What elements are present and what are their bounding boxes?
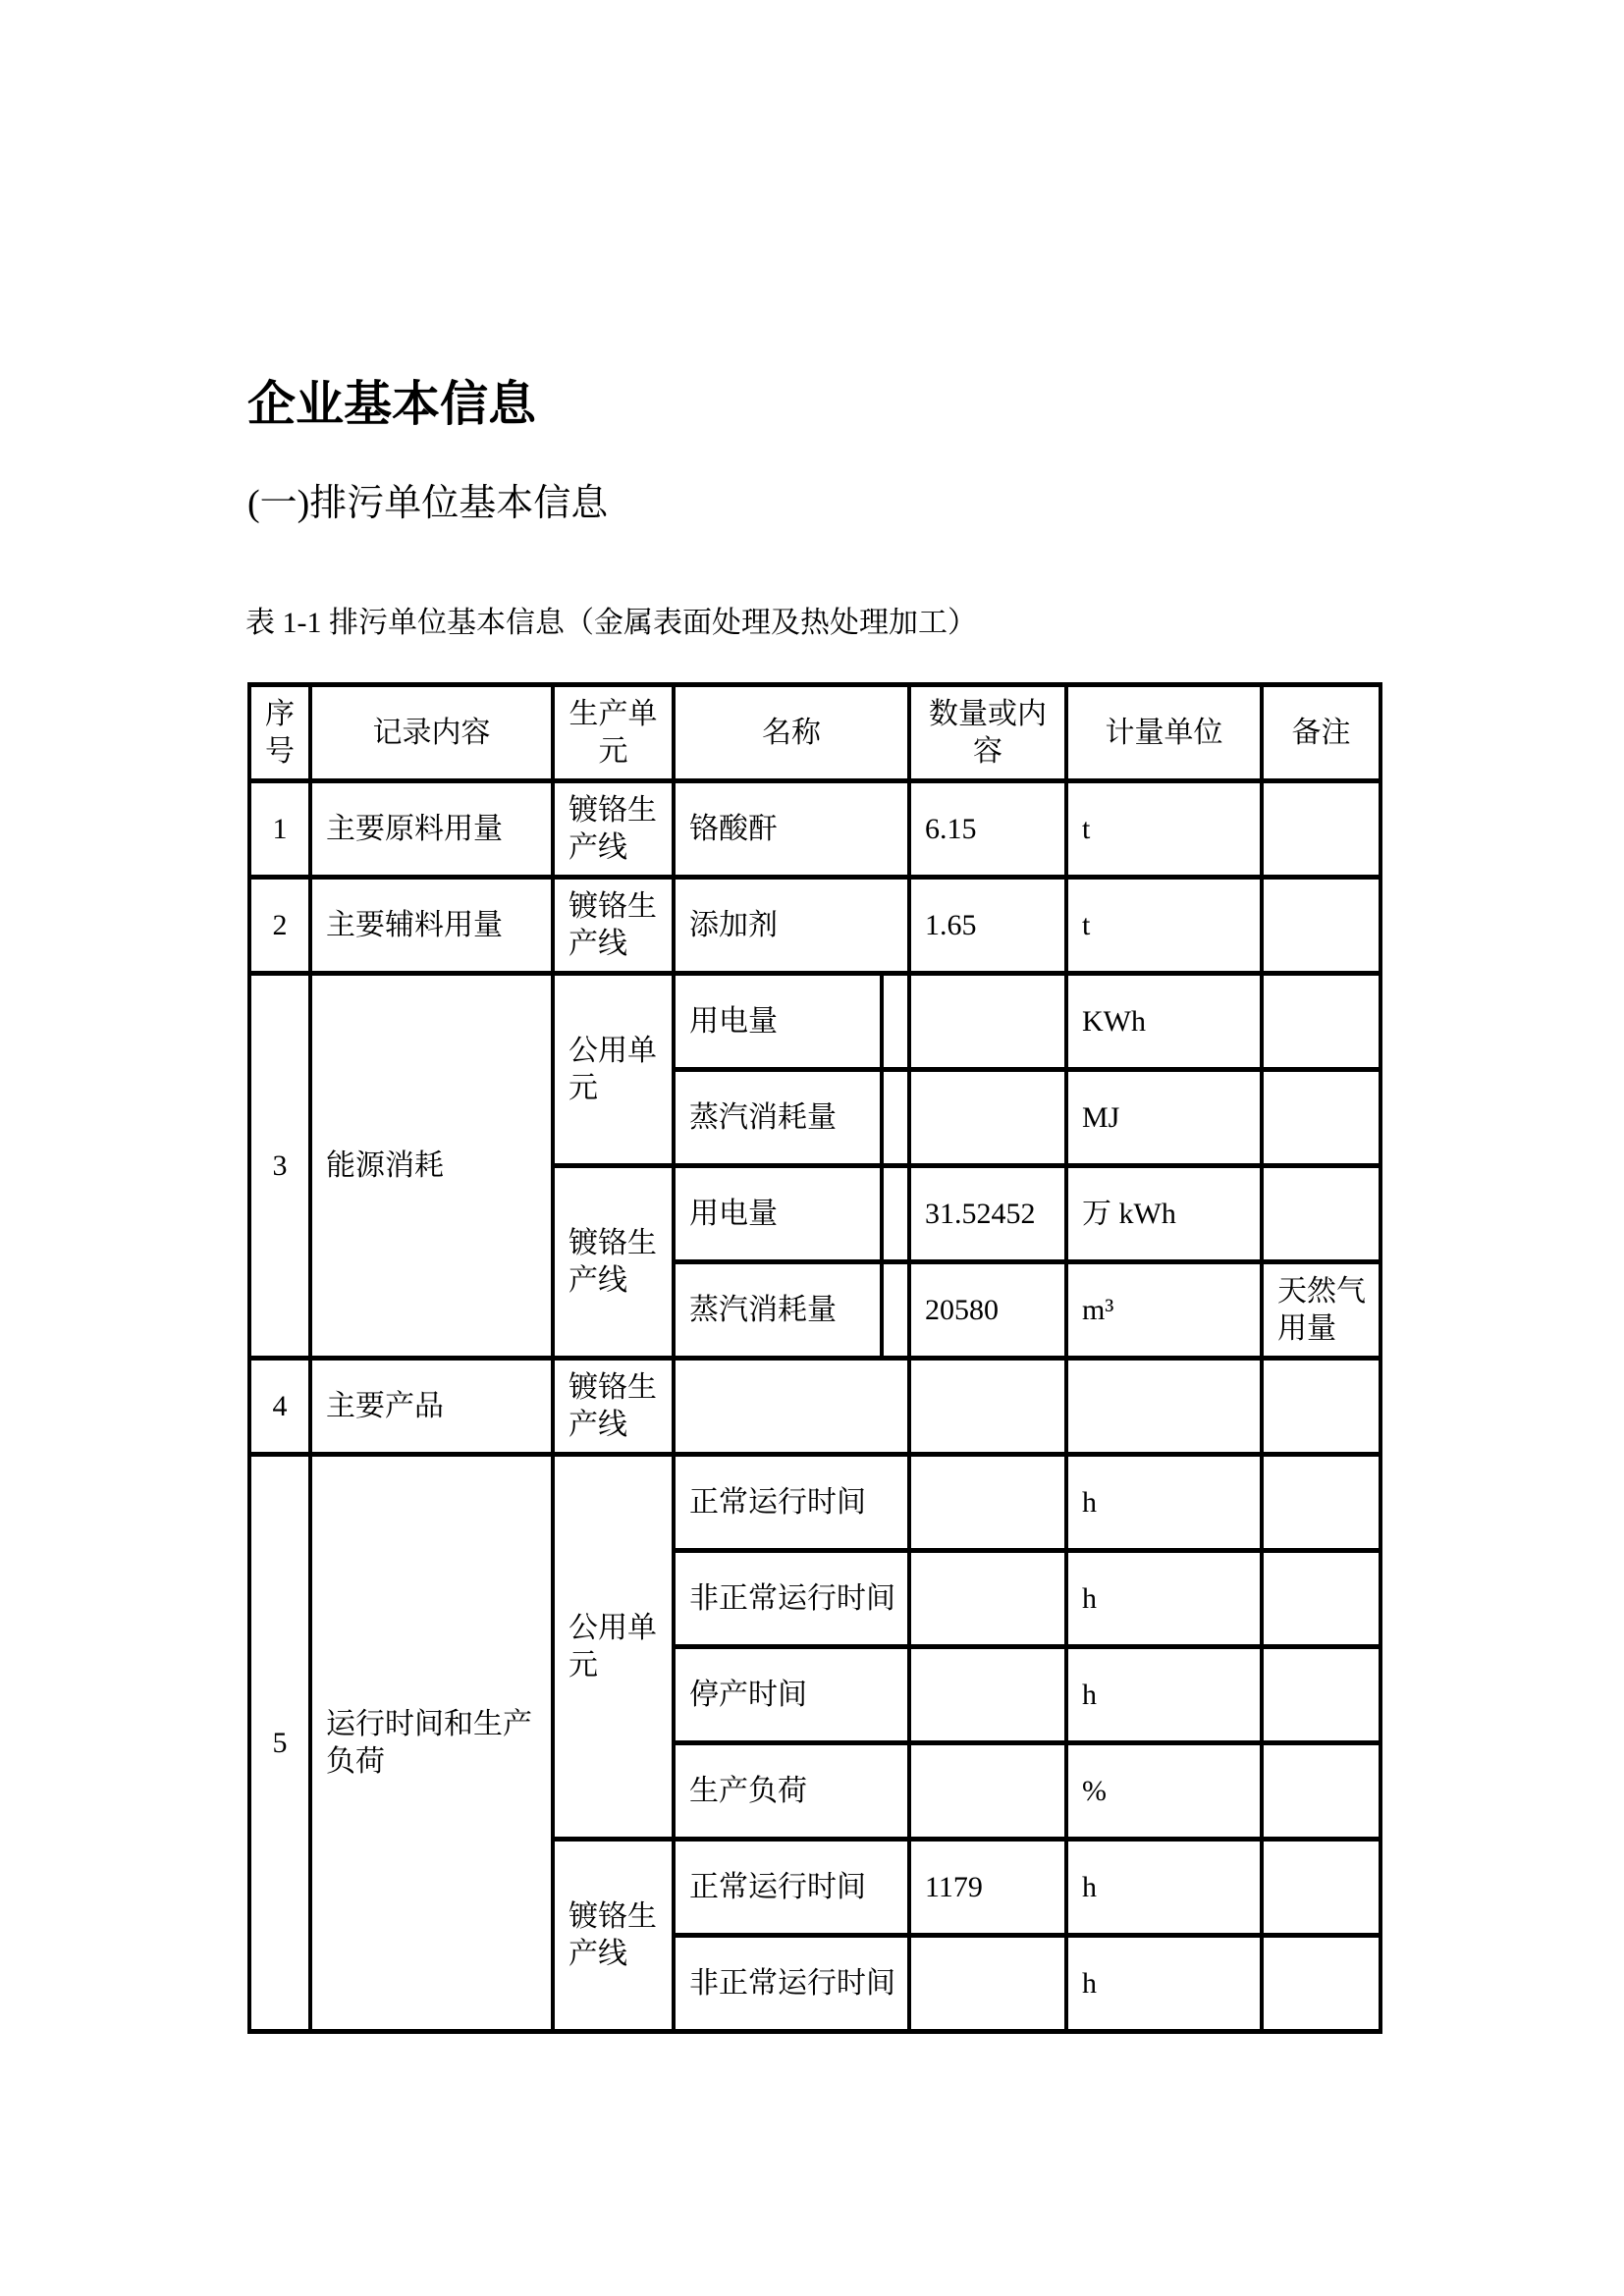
cell-quantity: 20580 xyxy=(909,1262,1066,1359)
basic-info-table xyxy=(247,682,1382,2034)
cell-quantity xyxy=(909,1551,1066,1647)
cell-remark xyxy=(1262,1166,1380,1262)
cell-quantity xyxy=(909,1070,1066,1166)
cell-quantity xyxy=(909,1743,1066,1840)
cell-measure-unit: % xyxy=(1066,1743,1262,1840)
cell-measure-unit: h xyxy=(1066,1551,1262,1647)
cell-production-unit: 镀铬生产线 xyxy=(553,878,674,974)
cell-quantity xyxy=(909,1936,1066,2032)
header-measure-unit: 计量单位 xyxy=(1066,685,1262,781)
cell-measure-unit: h xyxy=(1066,1840,1262,1936)
cell-remark xyxy=(1262,974,1380,1070)
cell-measure-unit: h xyxy=(1066,1455,1262,1551)
cell-seq: 1 xyxy=(249,781,310,878)
cell-record-content: 主要产品 xyxy=(310,1359,553,1455)
cell-name: 蒸汽消耗量 xyxy=(674,1262,882,1359)
table-header-row xyxy=(249,685,1380,781)
cell-name xyxy=(674,1359,909,1455)
cell-name: 用电量 xyxy=(674,974,882,1070)
table-row xyxy=(249,1455,1380,1551)
cell-remark xyxy=(1262,1936,1380,2032)
header-record-content: 记录内容 xyxy=(310,685,553,781)
cell-filler xyxy=(882,1070,909,1166)
header-remark: 备注 xyxy=(1262,685,1380,781)
cell-measure-unit: MJ xyxy=(1066,1070,1262,1166)
cell-name: 非正常运行时间 xyxy=(674,1551,909,1647)
cell-measure-unit: t xyxy=(1066,781,1262,878)
table-row xyxy=(249,974,1380,1070)
cell-remark xyxy=(1262,1359,1380,1455)
cell-production-unit: 镀铬生产线 xyxy=(553,1840,674,2032)
cell-quantity xyxy=(909,1647,1066,1743)
table-row xyxy=(249,1359,1380,1455)
cell-remark: 天然气用量 xyxy=(1262,1262,1380,1359)
cell-name: 生产负荷 xyxy=(674,1743,909,1840)
cell-remark xyxy=(1262,1840,1380,1936)
cell-name: 用电量 xyxy=(674,1166,882,1262)
page-title: 企业基本信息 xyxy=(247,377,537,431)
cell-remark xyxy=(1262,1647,1380,1743)
cell-name: 铬酸酐 xyxy=(674,781,909,878)
cell-record-content: 能源消耗 xyxy=(310,974,553,1359)
table-row xyxy=(249,878,1380,974)
cell-seq: 4 xyxy=(249,1359,310,1455)
cell-quantity: 1179 xyxy=(909,1840,1066,1936)
cell-production-unit: 公用单元 xyxy=(553,1455,674,1840)
cell-seq: 3 xyxy=(249,974,310,1359)
cell-record-content: 运行时间和生产负荷 xyxy=(310,1455,553,2032)
cell-remark xyxy=(1262,1070,1380,1166)
cell-quantity: 31.52452 xyxy=(909,1166,1066,1262)
cell-measure-unit: t xyxy=(1066,878,1262,974)
cell-production-unit: 镀铬生产线 xyxy=(553,1166,674,1359)
cell-quantity xyxy=(909,974,1066,1070)
cell-measure-unit: m³ xyxy=(1066,1262,1262,1359)
cell-remark xyxy=(1262,781,1380,878)
cell-filler xyxy=(882,974,909,1070)
cell-production-unit: 公用单元 xyxy=(553,974,674,1166)
cell-name: 正常运行时间 xyxy=(674,1455,909,1551)
cell-quantity xyxy=(909,1359,1066,1455)
header-quantity: 数量或内容 xyxy=(909,685,1066,781)
cell-name: 停产时间 xyxy=(674,1647,909,1743)
cell-filler xyxy=(882,1262,909,1359)
cell-record-content: 主要辅料用量 xyxy=(310,878,553,974)
cell-name: 添加剂 xyxy=(674,878,909,974)
cell-measure-unit: h xyxy=(1066,1647,1262,1743)
cell-seq: 2 xyxy=(249,878,310,974)
cell-measure-unit xyxy=(1066,1359,1262,1455)
cell-name: 正常运行时间 xyxy=(674,1840,909,1936)
cell-measure-unit: KWh xyxy=(1066,974,1262,1070)
cell-measure-unit: h xyxy=(1066,1936,1262,2032)
cell-seq: 5 xyxy=(249,1455,310,2032)
header-name: 名称 xyxy=(674,685,909,781)
table-caption: 表 1-1 排污单位基本信息（金属表面处理及热处理加工） xyxy=(245,607,977,639)
cell-remark xyxy=(1262,1551,1380,1647)
cell-remark xyxy=(1262,878,1380,974)
header-seq: 序号 xyxy=(249,685,310,781)
cell-record-content: 主要原料用量 xyxy=(310,781,553,878)
cell-name: 非正常运行时间 xyxy=(674,1936,909,2032)
header-production-unit: 生产单元 xyxy=(553,685,674,781)
table-row xyxy=(249,781,1380,878)
cell-quantity: 1.65 xyxy=(909,878,1066,974)
section-subtitle: (一)排污单位基本信息 xyxy=(247,483,609,524)
cell-measure-unit: 万 kWh xyxy=(1066,1166,1262,1262)
cell-quantity xyxy=(909,1455,1066,1551)
cell-name: 蒸汽消耗量 xyxy=(674,1070,882,1166)
cell-remark xyxy=(1262,1743,1380,1840)
cell-quantity: 6.15 xyxy=(909,781,1066,878)
cell-remark xyxy=(1262,1455,1380,1551)
cell-production-unit: 镀铬生产线 xyxy=(553,1359,674,1455)
cell-filler xyxy=(882,1166,909,1262)
cell-production-unit: 镀铬生产线 xyxy=(553,781,674,878)
